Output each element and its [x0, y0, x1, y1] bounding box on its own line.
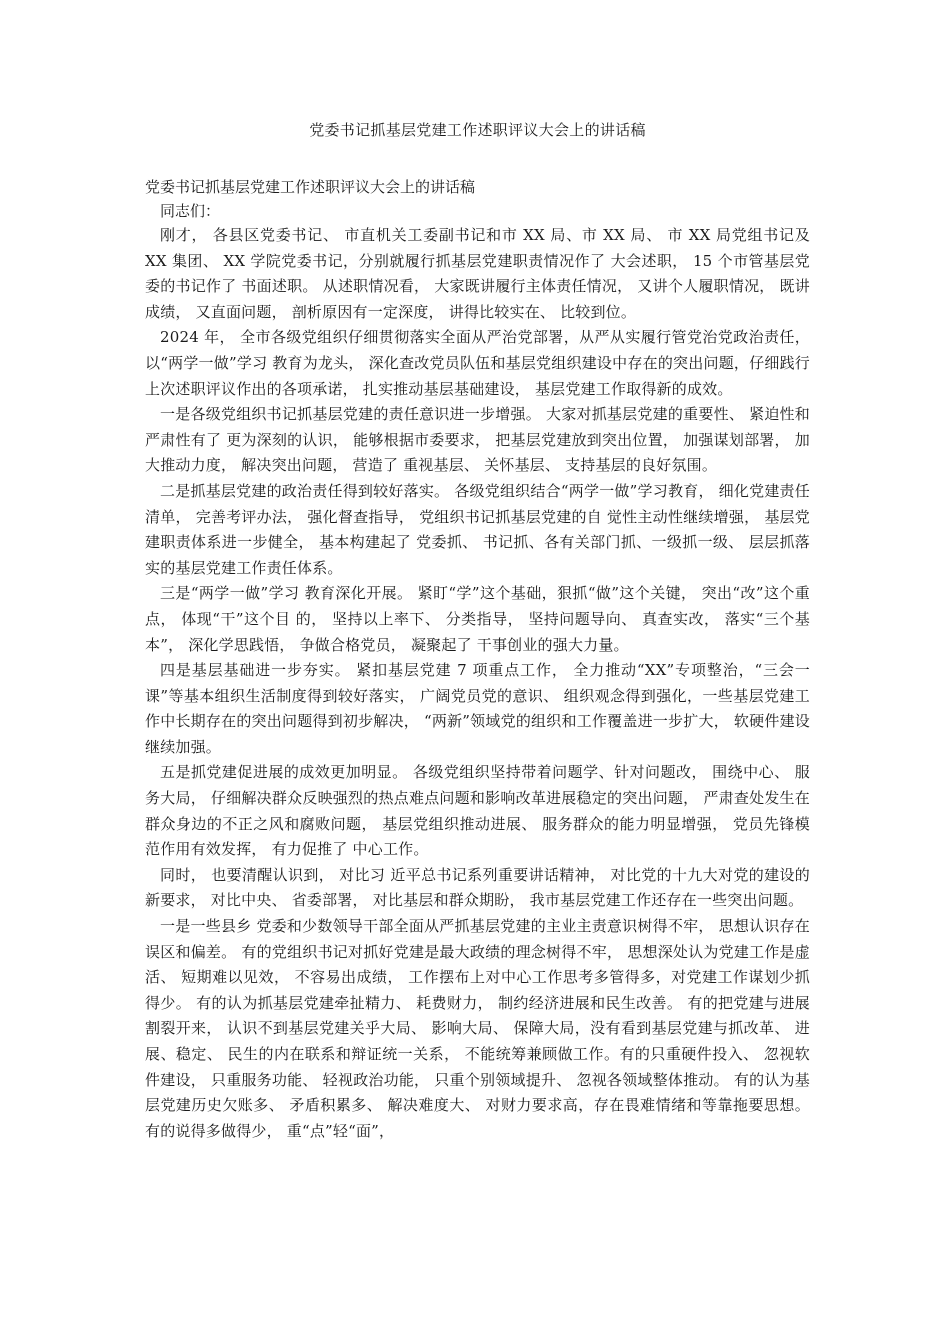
paragraph-overview-2024: 2024 年， 全市各级党组织仔细贯彻落实全面从严治党部署，从严从实履行管党治党政治责任， 以“两学一做”学习 教育为龙头， 深化查改党员队伍和基层党组织建设中存在的突出问题，仔细践行上次述职评议作出的各项承诺， 扎实推动基层基础建设， 基层党建工作取得新的成效。 [145, 328, 810, 398]
paragraph-achievement-1: 一是各级党组织书记抓基层党建的责任意识进一步增强。 大家对抓基层党建的重要性、 紧迫性和严肃性有了 更为深刻的认识， 能够根据市委要求， 把基层党建放到突出位置， 加强谋划部署， 加大推动力度， 解决突出问题， 营造了 重视基层、 关怀基层、 支持基层的良好氛围。 [145, 405, 810, 475]
salutation: 同志们： [160, 202, 221, 220]
paragraph-opening: 刚才， 各县区党委书记、 市直机关工委副书记和市 XX 局、市 XX 局、 市 XX 局党组书记及 XX 集团、 XX 学院党委书记，分别就履行抓基层党建职责情况作了 大会述职， 15 个市管基层党委的书记作了 书面述职。 从述职情况看， 大家既讲履行主体责任情况， 又讲个人履职情况， 既讲成绩， 又直面问题， 剖析原因有一定深度， 讲得比较实在、 比较到位。 [145, 226, 810, 321]
document-subtitle: 党委书记抓基层党建工作述职评议大会上的讲话稿 [145, 178, 476, 196]
paragraph-problems-intro: 同时， 也要清醒认识到， 对比习 近平总书记系列重要讲话精神， 对比党的十九大对党的建设的新要求， 对比中央、 省委部署， 对比基层和群众期盼， 我市基层党建工作还存在一些突出问题。 [145, 865, 810, 910]
document-title: 党委书记抓基层党建工作述职评议大会上的讲话稿 [309, 121, 646, 139]
paragraph-achievement-4: 四是基层基础进一步夯实。 紧扣基层党建 7 项重点工作， 全力推动“XX”专项整治，“三会一课”等基本组织生活制度得到较好落实， 广阔党员党的意识、 组织观念得到强化，一些基层党建工作中长期存在的突出问题得到初步解决， “两新”领域党的组织和工作覆盖进一步扩大， 软硬件建设继续加强。 [145, 661, 810, 756]
paragraph-achievement-2: 二是抓基层党建的政治责任得到较好落实。 各级党组织结合“两学一做”学习教育， 细化党建责任清单， 完善考评办法， 强化督查指导， 党组织书记抓基层党建的自 觉性主动性继续增强， 基层党建职责体系进一步健全， 基本构建起了 党委抓、 书记抓、各有关部门抓、一级抓一级、 层层抓落实的基层党建工作责任体系。 [145, 481, 810, 577]
paragraph-achievement-5: 五是抓党建促进展的成效更加明显。 各级党组织坚持带着问题学、针对问题改， 围绕中心、 服务大局， 仔细解决群众反映强烈的热点难点问题和影响改革进展稳定的突出问题， 严肃查处发生在群众身边的不正之风和腐败问题， 基层党组织推动进展、 服务群众的能力明显增强， 党员先锋模范作用有效发挥， 有力促推了 中心工作。 [145, 763, 810, 859]
paragraph-achievement-3: 三是“两学一做”学习 教育深化开展。 紧盯“学”这个基础，狠抓“做”这个关键， 突出“改”这个重点， 体现“干”这个目 的， 坚持以上率下、 分类指导， 坚持问题导向、 真查实改， 落实“三个基本”， 深化学思践悟， 争做合格党员， 凝聚起了 干事创业的强大力量。 [145, 584, 810, 654]
document-page [145, 118, 810, 1144]
paragraph-problem-1: 一是一些县乡 党委和少数领导干部全面从严抓基层党建的主业主责意识树得不牢， 思想认识存在误区和偏差。 有的党组织书记对抓好党建是最大政绩的理念树得不牢， 思想深处认为党建工作是虚活、 短期难以见效， 不容易出成绩， 工作摆布上对中心工作思考多管得多，对党建工作谋划少抓得少。 有的认为抓基层党建牵扯精力、 耗费财力， 制约经济进展和民生改善。 有的把党建与进展割裂开来， 认识不到基层党建关乎大局、 影响大局、 保障大局，没有看到基层党建与抓改革、 进展、稳定、 民生的内在联系和辩证统一关系， 不能统筹兼顾做工作。有的只重硬件投入、 忽视软件建设， 只重服务功能、 轻视政治功能， 只重个别领域提升、 忽视各领域整体推动。 有的认为基层党建历史欠账多、 矛盾积累多、 解决难度大、 对财力要求高，存在畏难情绪和等靠拖要思想。 有的说得多做得少， 重“点”轻“面”， [145, 917, 810, 1140]
